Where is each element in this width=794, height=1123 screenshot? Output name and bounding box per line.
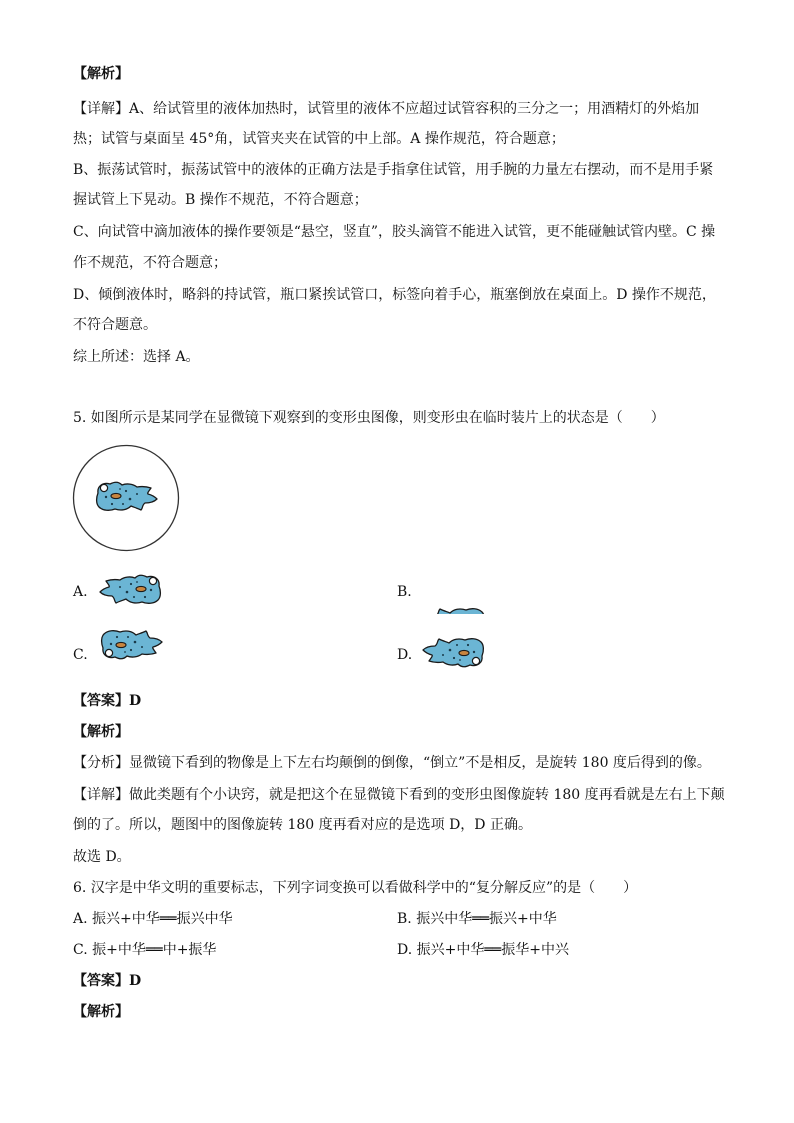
q5-option-b-label: B. [397,584,412,600]
analysis-line: B、振荡试管时，振荡试管中的液体的正确方法是手指拿住试管，用手腕的力量左右摆动，而不是用手紧 [73,162,714,178]
q6-option-d: D. 振兴+中华══振华+中兴 [397,942,569,958]
analysis-line: 握试管上下晃动。B 操作不规范，不符合题意； [73,192,368,208]
q5-option-b-image [414,566,494,614]
q5-option-a-label: A. [73,584,88,600]
q5-analysis-line: 【分析】显微镜下看到的物像是上下左右均颠倒的倒像，“倒立”不是相反，是旋转 180 度后得到的像。 [73,755,711,771]
q5-analysis-line: 倒的了。所以，题图中的图像旋转 180 度再看对应的是选项 D，D 正确。 [73,817,532,833]
analysis-line: 不符合题意。 [73,317,157,333]
q5-analysis-line: 【详解】做此类题有个小诀窍，就是把这个在显微镜下看到的变形虫图像旋转 180 度再看就是左右上下颠 [73,787,725,803]
q6-option-a: A. 振兴+中华══振兴中华 [73,911,233,927]
q6-option-c: C. 振+中华══中+振华 [73,942,217,958]
analysis-line: 【详解】A、给试管里的液体加热时，试管里的液体不应超过试管容积的三分之一；用酒精灯的外焰加 [73,101,700,117]
analysis-line: C、向试管中滴加液体的操作要领是“悬空，竖直”，胶头滴管不能进入试管，更不能碰触试管内壁。C 操 [73,224,716,240]
analysis-line: 热；试管与桌面呈 45°角，试管夹夹在试管的中上部。A 操作规范，符合题意； [73,131,565,147]
q6-option-b: B. 振兴中华══振兴+中华 [397,911,557,927]
q5-option-d-image [414,628,494,676]
analysis-line: 作不规范，不符合题意； [73,255,227,271]
q6-analysis-header: 【解析】 [73,1004,129,1020]
analysis-header: 【解析】 [73,66,129,82]
q6-answer: 【答案】D [73,973,142,989]
q5-option-c-image [92,628,172,676]
microscope-view-figure [72,444,180,552]
q5-stem: 5. 如图所示是某同学在显微镜下观察到的变形虫图像，则变形虫在临时装片上的状态是（ ） [73,410,665,426]
analysis-line: 综上所述：选择 A。 [73,349,200,365]
analysis-line: D、倾倒液体时，略斜的持试管，瓶口紧挨试管口，标签向着手心，瓶塞倒放在桌面上。D 操作不规范， [73,287,716,303]
q5-option-a-image [92,566,172,614]
q5-answer: 【答案】D [73,693,142,709]
q6-stem: 6. 汉字是中华文明的重要标志，下列字词变换可以看做科学中的“复分解反应”的是（ ） [73,880,638,896]
q5-analysis-header: 【解析】 [73,724,129,740]
q5-analysis-line: 故选 D。 [73,849,131,865]
q5-option-c-label: C. [73,647,88,663]
q5-option-d-label: D. [397,647,413,663]
